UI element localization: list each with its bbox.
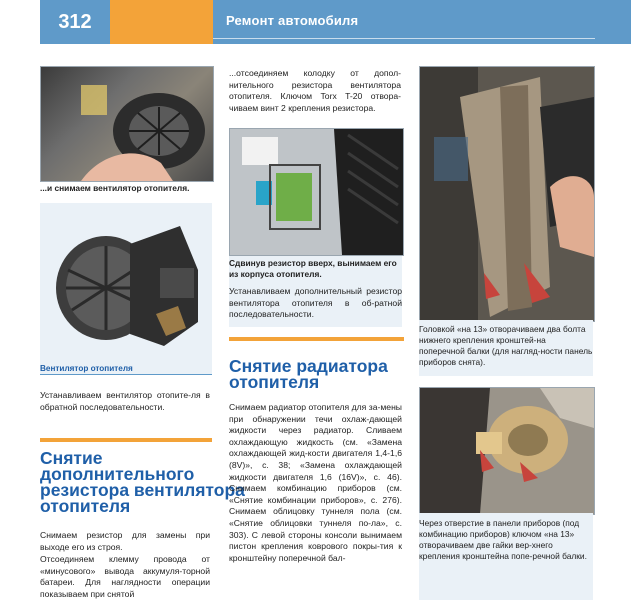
photo-bracket-bolts: [419, 66, 595, 322]
section-bar-resistor: [40, 438, 212, 442]
header-divider: [213, 38, 595, 39]
resistor-para-1: Снимаем резистор для замены при выходе его из строя.: [40, 530, 210, 552]
bracket-photo-caption: Головкой «на 13» отворачиваем два болта нижнего крепления кронштей-на поперечной балки (для нагляд-ности панель приборов снята).: [419, 324, 593, 367]
photo1-caption: ...и снимаем вентилятор отопителя.: [40, 183, 190, 193]
panel-bottom-rule: [40, 374, 212, 375]
photo-removing-fan: [40, 66, 214, 182]
photo-upper-nuts-art: [420, 388, 594, 514]
photo-resistor-art: [230, 129, 403, 255]
resistor-para-2: Отсоединяем клемму провода от «минусового» вывода аккумуля-торной батареи. Для наглядности операции показываем при снятой: [40, 554, 210, 599]
photo2-caption: Вентилятор отопителя: [40, 364, 133, 373]
section-bar-radiator: [229, 337, 404, 341]
fan-illustration: [48, 210, 204, 356]
nuts-photo-caption: Через отверстие в панели приборов (под комбинацию приборов) ключом «на 13» отворачиваем две гайки вер-хнего крепления кронштейна попе-речной балки.: [419, 518, 587, 561]
install-fan-text: Устанавливаем вентилятор отопите-ля в обратной последовательности.: [40, 390, 210, 412]
photo-resistor: [229, 128, 404, 256]
disconnect-resistor-text: ...отсоединяем колодку от допол-нительного резистора вентилятора отопителя. Ключом Torx T-20 отвора-чиваем винт 2 крепления резистора.: [229, 68, 401, 113]
page-number: 312: [40, 0, 110, 44]
resistor-photo-caption: Сдвинув резистор вверх, вынимаем его из корпуса отопителя.: [229, 258, 397, 279]
header-orange-band: [110, 0, 213, 44]
section-title-radiator: Снятие радиатора отопителя: [229, 356, 388, 392]
running-header-title: Ремонт автомобиля: [226, 13, 359, 28]
photo-removing-fan-art: [41, 67, 213, 181]
photo-upper-nuts: [419, 387, 595, 515]
radiator-body-text: Снимаем радиатор отопителя для за-мены при обнаружении течи охлаж-дающей жидкости через радиатор. Сливаем охлаждающую жидкость (см. «Замена охлаждающей жид-кости двигателя 1,4-1,6 (8V)», с. 38; «Замена охлаждающей жидкости двигателя 1,6 (16V)», с. 46). Снимаем комбинацию приборов (см. «Снятие комбинации приборов», с. 276). Снимаем облицовку туннеля пола (см. «Снятие облицовки туннеля по-ла», с. 303). С левой стороны консоли вынимаем пистон крепления коврового покры-тия к кронштейну поперечной бал-: [229, 402, 402, 563]
section-title-resistor: Снятие дополнительного резистора вентилятора отопителя: [40, 448, 245, 516]
resistor-install-text: Устанавливаем дополнительный резистор вентилятора отопителя в об-ратной последовательности.: [229, 286, 402, 320]
photo-bracket-bolts-art: [420, 67, 594, 321]
